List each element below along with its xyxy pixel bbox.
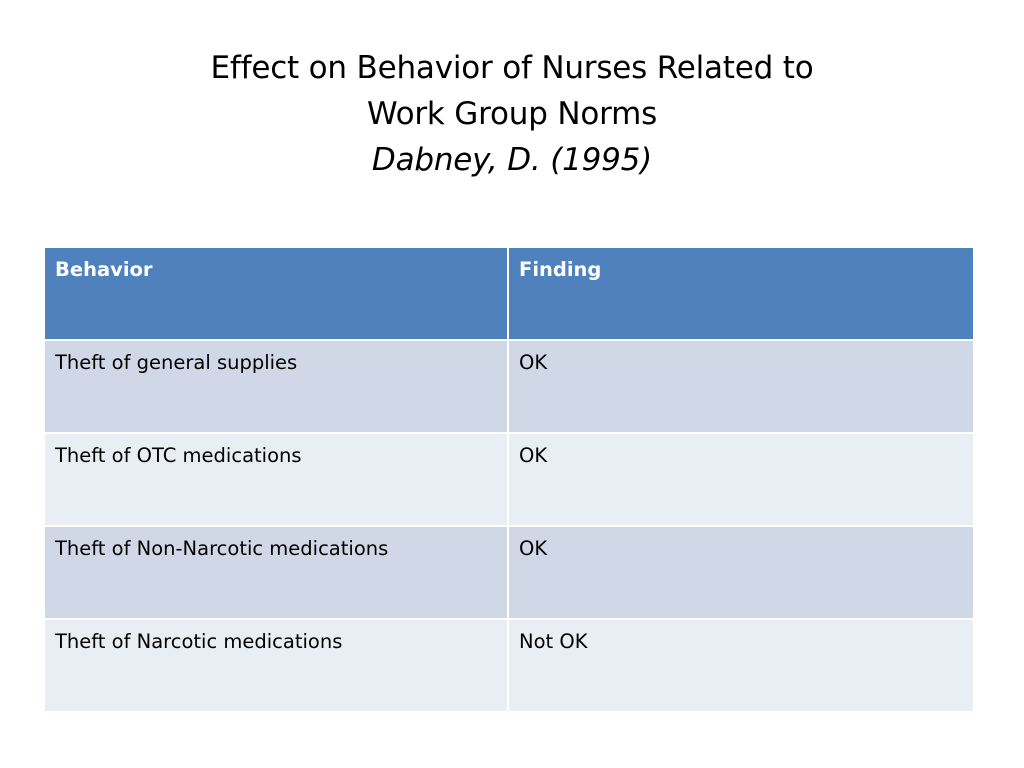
behavior-cell: Theft of general supplies bbox=[44, 340, 508, 433]
findings-table bbox=[43, 246, 975, 713]
column-header-finding: Finding bbox=[508, 247, 974, 340]
table-row bbox=[44, 619, 974, 712]
table-header-row bbox=[44, 247, 974, 340]
table-row bbox=[44, 340, 974, 433]
slide-title bbox=[0, 45, 1024, 183]
table-row bbox=[44, 526, 974, 619]
title-line-1: Effect on Behavior of Nurses Related to bbox=[210, 50, 814, 86]
finding-cell: OK bbox=[508, 526, 974, 619]
behavior-cell: Theft of Narcotic medications bbox=[44, 619, 508, 712]
column-header-behavior: Behavior bbox=[44, 247, 508, 340]
table-row bbox=[44, 433, 974, 526]
finding-cell: OK bbox=[508, 340, 974, 433]
title-line-2: Work Group Norms bbox=[366, 96, 658, 132]
title-citation: Dabney, D. (1995) bbox=[371, 142, 653, 178]
finding-cell: OK bbox=[508, 433, 974, 526]
behavior-cell: Theft of Non-Narcotic medications bbox=[44, 526, 508, 619]
behavior-cell: Theft of OTC medications bbox=[44, 433, 508, 526]
finding-cell: Not OK bbox=[508, 619, 974, 712]
